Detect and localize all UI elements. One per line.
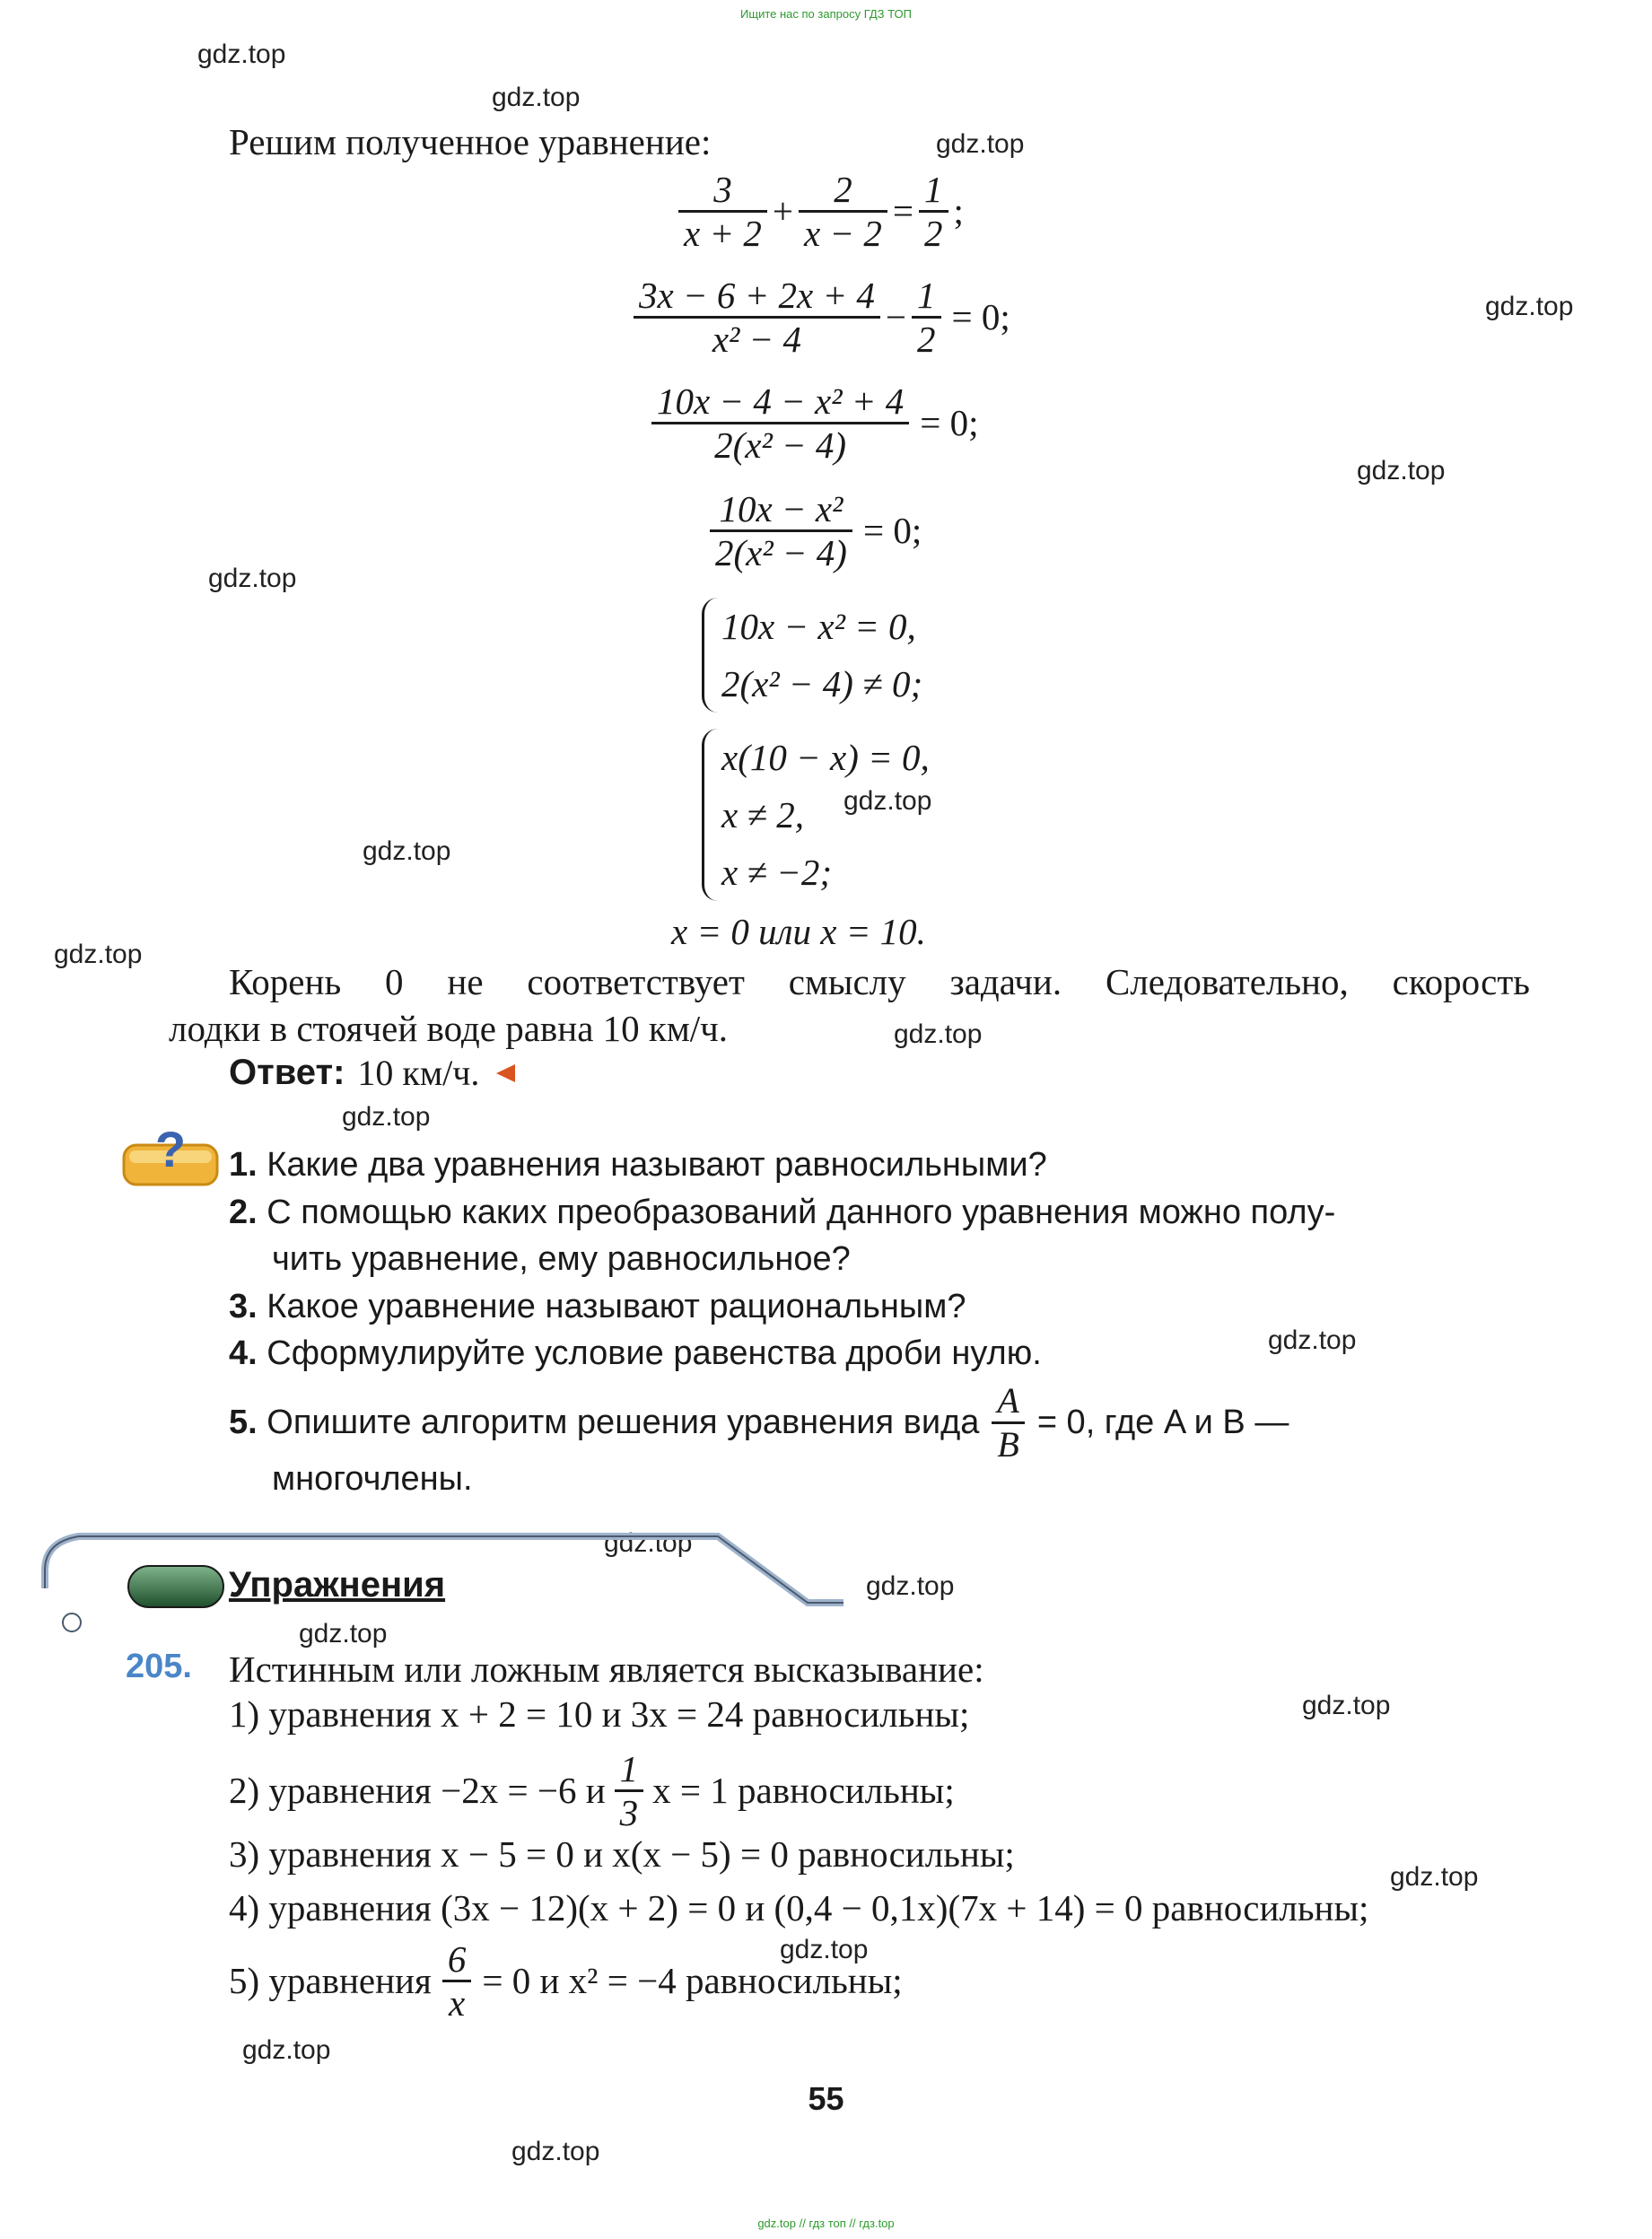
statement-1: 1) уравнения x + 2 = 10 и 3x = 24 равносильны; (229, 1693, 970, 1735)
answer-end-marker-icon (494, 1062, 517, 1085)
watermark: gdz.top (299, 1619, 388, 1649)
watermark: gdz.top (843, 786, 932, 816)
answer (229, 1052, 517, 1094)
watermark: gdz.top (866, 1571, 955, 1601)
question-2: 2. С помощью каких преобразований данного уравнения можно полу- (229, 1194, 1336, 1231)
conclusion-line-1: Корень 0 не соответствует смыслу задачи. Следовательно, скорость (229, 961, 1530, 1002)
question-2-cont: чить уравнение, ему равносильное? (272, 1240, 851, 1278)
answer-label: Ответ: (229, 1053, 345, 1092)
intro-text: Решим полученное уравнение: (229, 121, 712, 162)
watermark: gdz.top (894, 1019, 983, 1049)
watermark: gdz.top (54, 940, 143, 969)
svg-text:?: ? (154, 1122, 187, 1177)
watermark: gdz.top (342, 1102, 431, 1132)
watermark: gdz.top (1485, 292, 1574, 321)
equation-2: $\frac{3x - 6 + 2x + 4}{\text{x² − 4}}$ − $\frac{1}{2}$ = 0; (628, 275, 1010, 360)
statement-4: 4) уравнения (3x − 12)(x + 2) = 0 и (0,4 − 0,1x)(7x + 14) = 0 равносильны; (229, 1887, 1369, 1929)
equation-3: $\frac{\text{10x − 4 − x² + 4}}{\text{2(x² − 4)}}$ = 0; (646, 380, 978, 466)
watermark: gdz.top (492, 83, 581, 112)
watermark: gdz.top (1302, 1691, 1391, 1720)
question-mark-icon (117, 1122, 224, 1194)
answer-value: 10 км/ч. (357, 1053, 480, 1093)
question-4: 4. Сформулируйте условие равенства дроби нулю. (229, 1334, 1042, 1372)
watermark: gdz.top (242, 2035, 331, 2065)
watermark: gdz.top (1268, 1325, 1357, 1355)
conclusion-line-2: лодки в стоячей воде равна 10 км/ч. (169, 1008, 729, 1049)
problem-number: 205. (126, 1648, 192, 1685)
question-3: 3. Какое уравнение называют рациональным? (229, 1288, 966, 1325)
equation-1: $\frac{3}{x + 2}$ + $\frac{2}{x - 2}$ = $\frac{1}{2}$ ; (673, 169, 964, 254)
system-2: x(10 − x) = 0, x ≠ 2, x ≠ −2; (702, 729, 930, 901)
watermark: gdz.top (936, 129, 1025, 159)
watermark: gdz.top (363, 836, 451, 866)
problem-text: Истинным или ложным является высказывание: (229, 1649, 984, 1690)
exercises-heading: Упражнения (229, 1565, 446, 1605)
page-number: 55 (808, 2080, 844, 2117)
bottom-banner: gdz.top // гдз топ // гдз.top (757, 2217, 895, 2230)
brace (702, 598, 719, 713)
statement-2: 2) уравнения −2x = −6 и $\frac{1}{3}$ x = 1 равносильны; (229, 1748, 955, 1833)
watermark: gdz.top (604, 1528, 693, 1558)
watermark: gdz.top (197, 39, 286, 69)
statement-5: 5) уравнения $\frac{6}{x}$ = 0 и x² = −4 равносильны; (229, 1938, 903, 2024)
statement-3: 3) уравнения x − 5 = 0 и x(x − 5) = 0 равносильны; (229, 1833, 1015, 1875)
brace (702, 729, 719, 901)
roots: x = 0 или x = 10. (671, 911, 926, 952)
equation-4: $\frac{\text{10x − x²}}{\text{2(x² − 4)}}$ = 0; (704, 488, 922, 573)
question-5-cont: многочлены. (272, 1460, 473, 1498)
section-pill-icon (126, 1563, 226, 1610)
watermark: gdz.top (208, 564, 297, 593)
question-5: 5. Опишите алгоритм решения уравнения вида $\frac{A}{B}$ = 0, где A и B — (229, 1380, 1289, 1465)
watermark: gdz.top (780, 1935, 869, 1964)
system-1: 10x − x² = 0, 2(x² − 4) ≠ 0; (702, 598, 922, 713)
watermark: gdz.top (1357, 456, 1446, 485)
watermark: gdz.top (1390, 1862, 1479, 1892)
top-banner: Ищите нас по запросу ГДЗ ТОП (740, 7, 912, 21)
watermark: gdz.top (511, 2137, 600, 2166)
question-1: 1. Какие два уравнения называют равносильными? (229, 1146, 1047, 1184)
